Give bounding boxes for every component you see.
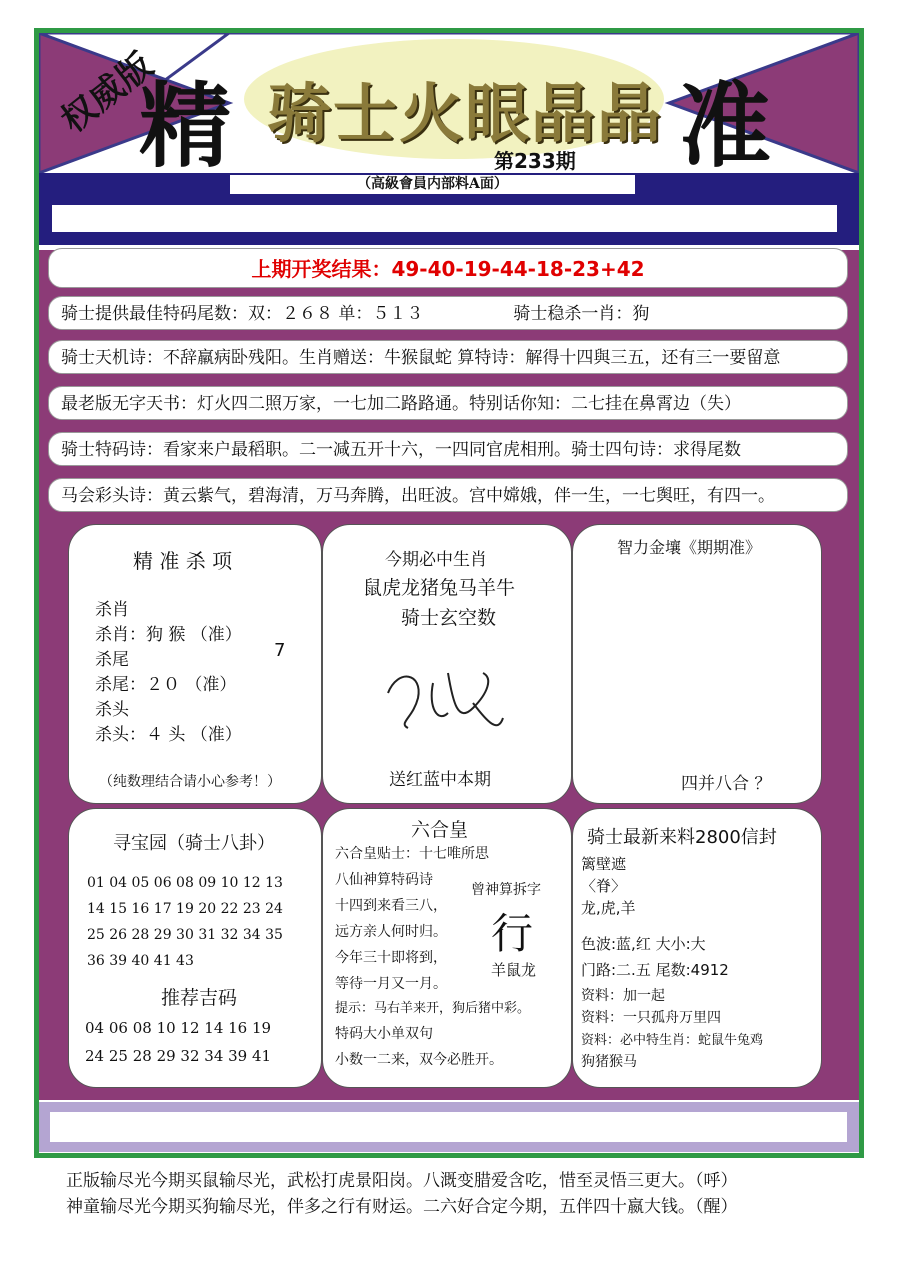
recommend-numbers: 04 06 08 10 12 14 16 19 — [85, 1019, 272, 1037]
lhh-line: 八仙神算特码诗 — [335, 872, 433, 888]
kill-line: 杀头：４ 头 （准） — [95, 725, 242, 745]
poem-row-1: 骑士天机诗：不辞羸病卧残阳。生肖赠送：牛猴鼠蛇 算特诗：解得十四與三五，还有三一要留意 — [48, 340, 848, 374]
latest-line: 篱壁遮 — [581, 855, 627, 873]
lhh-side-foot: 羊鼠龙 — [491, 961, 537, 979]
kill-box — [68, 524, 322, 804]
wisdom-title: 智力金壤《期期准》 — [617, 538, 762, 557]
stray-mark: 7 — [274, 640, 286, 661]
latest-line: 门路:二.五 尾数:4912 — [581, 961, 729, 979]
poem-row-4: 马会彩头诗：黄云紫气，碧海清，万马奔腾，出旺波。宫中嫦娥，伴一生，一七舆旺，有四一。 — [48, 478, 848, 512]
kill-line: 杀尾：２０ （准） — [95, 675, 237, 695]
issue-number: 第233期 — [494, 149, 576, 173]
treasure-box — [68, 808, 322, 1088]
blank-strip — [52, 205, 837, 232]
kill-line: 杀肖：狗 猴 （准） — [95, 625, 242, 645]
lhh-title: 六合皇 — [411, 819, 469, 841]
wisdom-box — [572, 524, 822, 804]
tail-numbers: 骑士提供最佳特码尾数：双：２６８ 单：５１３ — [61, 304, 424, 324]
recommend-title: 推荐吉码 — [161, 987, 238, 1009]
latest-line: 资料：加一起 — [581, 988, 665, 1004]
treasure-title: 寻宝园（骑士八卦） — [113, 833, 275, 854]
latest-line: 资料：必中特生肖：蛇鼠牛兔鸡 — [581, 1033, 764, 1048]
latest-line: 〈脊〉 — [581, 877, 627, 895]
lhh-line: 提示：马右羊来开，狗后猪中彩。 — [335, 1001, 531, 1016]
lhh-line: 十四到来看三八， — [335, 898, 447, 914]
lhh-line: 今年三十即将到， — [335, 950, 447, 966]
kill-line: 杀肖 — [95, 600, 129, 620]
poem-row-3: 骑士特码诗：看家来户最稻职。二一减五开十六，一四同官虎相刑。骑士四句诗：求得尾数 — [48, 432, 848, 466]
tail-row — [48, 296, 848, 330]
authority-badge: 权威版 — [53, 44, 162, 141]
latest-title: 骑士最新来料2800信封 — [587, 827, 777, 848]
kill-title: 精 准 杀 项 — [133, 549, 233, 573]
lhh-line: 远方亲人何时归。 — [335, 924, 447, 940]
must-title: 今期必中生肖 — [385, 550, 487, 570]
latest-line: 狗猪猴马 — [581, 1054, 637, 1070]
lhh-line: 六合皇贴士：十七唯所思 — [335, 846, 489, 862]
kill-note: （纯数理结合请小心参考！） — [99, 774, 281, 790]
left-big-char: 精 — [139, 73, 232, 173]
poem-row-2: 最老版无字天书：灯火四二照万家，一七加二路路通。特别话你知：二七挂在鼻霄边（失） — [48, 386, 848, 420]
subtitle-strip: （高級會員内部料A面） — [230, 175, 635, 194]
lhh-side-title: 曾神算拆字 — [471, 882, 541, 898]
lhh-line: 等待一月又一月。 — [335, 976, 447, 992]
kill-line: 杀头 — [95, 700, 129, 720]
latest-line: 色波:蓝,红 大小:大 — [581, 935, 706, 953]
latest-line: 龙,虎,羊 — [581, 899, 636, 917]
liuhehuang-box — [322, 808, 572, 1088]
bottom-blank-strip — [50, 1112, 847, 1142]
lhh-line: 特码大小单双句 — [335, 1026, 433, 1042]
must-footer: 送红蓝中本期 — [389, 770, 491, 790]
must-zodiacs: 鼠虎龙猪兔马羊牛 — [363, 577, 516, 599]
footer-line-1: 正版输尽光今期买鼠输尽光，武松打虎景阳岗。八溉变腊爱含吃，惜至灵悟三更大。（呼） — [66, 1171, 738, 1191]
header — [39, 33, 859, 173]
treasure-numbers: 36 39 40 41 43 — [87, 953, 194, 969]
treasure-numbers: 14 15 16 17 19 20 22 23 24 — [87, 901, 283, 917]
kill-zodiac: 骑士稳杀一肖：狗 — [513, 304, 650, 324]
wisdom-footer: 四并八合 ？ — [681, 774, 772, 794]
treasure-numbers: 01 04 05 06 08 09 10 12 13 — [87, 875, 283, 891]
kill-line: 杀尾 — [95, 650, 129, 670]
handwritten-sketch — [378, 663, 508, 738]
lhh-side-char: 行 — [491, 909, 534, 958]
must-hit-box — [322, 524, 572, 804]
latest-line: 资料：一只孤舟万里四 — [581, 1010, 721, 1026]
treasure-numbers: 25 26 28 29 30 31 32 34 35 — [87, 927, 283, 943]
latest-box — [572, 808, 822, 1088]
right-big-char: 准 — [679, 73, 772, 173]
must-subtitle: 骑士玄空数 — [401, 607, 497, 629]
recommend-numbers: 24 25 28 29 32 34 39 41 — [85, 1047, 272, 1065]
footer-line-2: 神童输尽光今期买狗输尽光，伴多之行有财运。二六好合定今期，五伴四十嬴大钱。（醒） — [66, 1197, 738, 1217]
page-title: 骑士火眼晶晶 — [267, 77, 663, 152]
last-result: 上期开奖结果：49-40-19-44-18-23+42 — [48, 248, 848, 288]
lhh-line: 小数一二来，双今必胜开。 — [335, 1052, 503, 1068]
